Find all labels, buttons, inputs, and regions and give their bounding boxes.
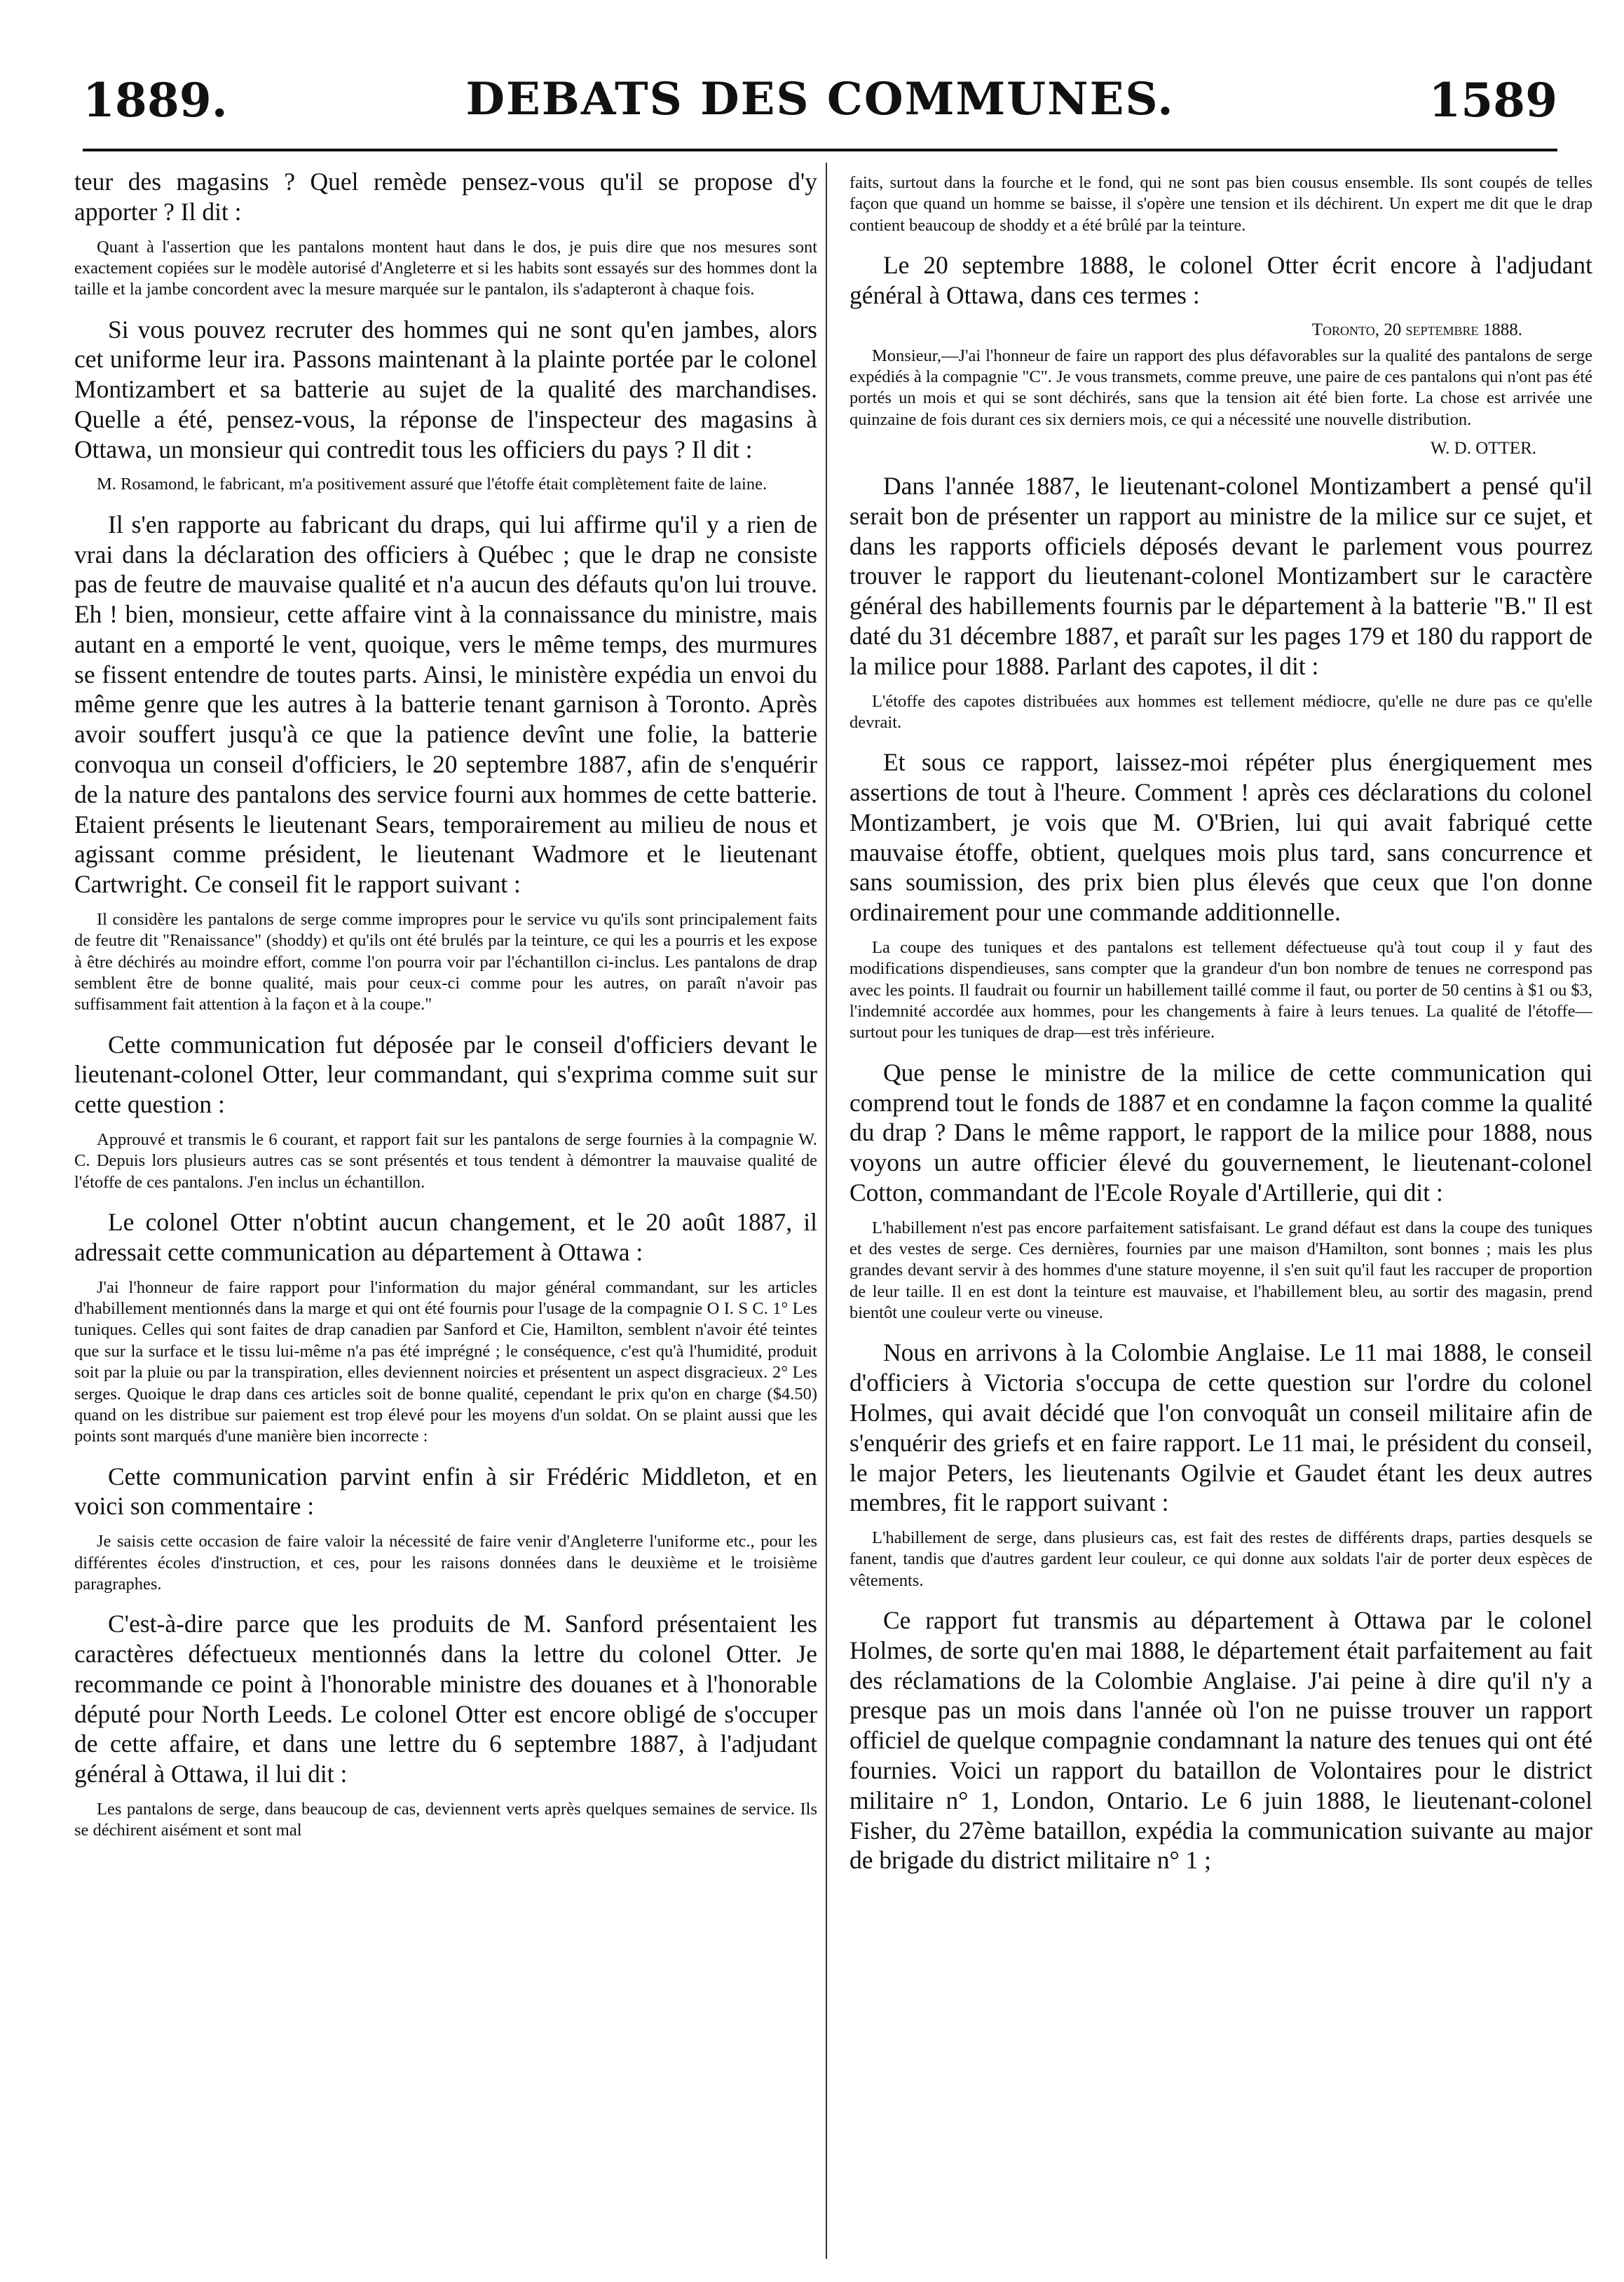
header-rule — [83, 149, 1557, 151]
paragraph: Le colonel Otter n'obtint aucun changement, et le 20 août 1887, il adressait cette communication au département à Ottawa : — [74, 1208, 817, 1266]
quoted-excerpt: Je saisis cette occasion de faire valoir la nécessité de faire venir d'Angleterre l'uniforme etc., pour les différentes écoles d'instruction, et ces, pour les raisons données dans le deuxième et le troisième paragraphes. — [74, 1532, 817, 1594]
quoted-excerpt: Monsieur,—J'ai l'honneur de faire un rapport des plus défavorables sur la qualité des pantalons de serge expédiés à la compagnie "C". Je vous transmets, comme preuve, une paire de ces pantalons qui n'ont pas été portés un mois et qui se sont déchirés, sans que la tension ait été bien forte. La chose est arrivée une quinzaine de fois durant ces six derniers mois, ce qui a nécessité une nouvelle distribution. — [849, 346, 1592, 429]
paragraph: Nous en arrivons à la Colombie Anglaise. Le 11 mai 1888, le conseil d'officiers à Victoria s'occupa de cette question sur l'ordre du colonel Holmes, qui avait décidé que l'on convoquât un conseil militaire afin de s'enquérir des griefs et en faire rapport. Le 11 mai, le président du conseil, le major Peters, les lieutenants Ogilvie et Gaudet étant les deux autres membres, fit le rapport suivant : — [849, 1338, 1592, 1517]
paragraph: Et sous ce rapport, laissez-moi répéter plus énergiquement mes assertions de tout à l'heure. Comment ! après ces déclarations du colonel Montizambert, je vois que M. O'Brien, lui qui avait fabriqué cette mauvaise étoffe, obtient, quelques mois plus tard, sans concurrence et sans soumission, des prix bien plus élevés que ceux que l'on donne ordinairement pour une commande additionnelle. — [849, 748, 1592, 927]
quoted-excerpt: Il considère les pantalons de serge comme impropres pour le service vu qu'ils sont principalement faits de feutre dit "Renaissance" (shoddy) et qu'ils ont été brulés par la teinture, ce qui les a pourris et les expose à être déchirés au moindre effort, comme l'on pourra voir par l'échantillon ci-inclus. Les pantalons de drap semblent être de bonne qualité, mais pour ceux-ci comme pour les autres, on paraît n'avoir pas suffisamment fait attention à la façon et à la coupe." — [74, 909, 817, 1014]
quoted-excerpt: J'ai l'honneur de faire rapport pour l'information du major général commandant, sur les articles d'habillement mentionnés dans la marge et qui ont été fournis pour l'usage de la compagnie O I. S C. 1° Les tuniques. Celles qui sont faites de drap canadien par Sanford et Cie, Hamilton, semblent n'avoir été teintes que sur la surface et le tissu lui-même n'a pas été imprégné ; le conséquence, c'est qu'à l'humidité, produit soit par la pluie ou par la transpiration, elles deviennent noircies et présentent un aspect disgracieux. 2° Les serges. Quoique le drap dans ces articles soit de bonne qualité, cependant le prix qu'on en charge ($4.50) quand on les distribue sur paiement est trop élevé pour les moyens d'un soldat. On se plaint aussi que les points sont marqués d'une manière bien incorrecte : — [74, 1277, 817, 1446]
quoted-excerpt: L'habillement n'est pas encore parfaitement satisfaisant. Le grand défaut est dans la coupe des tuniques et des vestes de serge. Ces dernières, fournies par une maison d'Hamilton, sont bonnes ; mais les plus grandes devant servir à des hommes d'une stature moyenne, il s'en suit qu'il faut les raccuper de proportion de leur taille. Il en est dont la teinture est mauvaise, et l'habillement bleu, au sortir des magasin, prend bientôt une couleur verte ou vineuse. — [849, 1218, 1592, 1323]
quoted-excerpt: M. Rosamond, le fabricant, m'a positivement assuré que l'étoffe était complètement faite de laine. — [97, 475, 767, 494]
right-column — [849, 167, 1592, 2263]
page-year: 1889. — [83, 73, 228, 128]
quoted-excerpt: La coupe des tuniques et des pantalons est tellement défectueuse qu'à tout coup il y faut des modifications dispendieuses, sans compter que la grandeur d'un bon nombre de tenues ne correspond pas avec les points. Il faudrait ou fournir un habillement taillé comme il faut, ou porter de 50 centins à $1 ou $3, l'indemnité accordée aux hommes, pour les changements à faire à leurs tenues. La qualité de l'étoffe—surtout pour les tuniques de drap—est très inférieure. — [849, 937, 1592, 1042]
letter-dateline: Toronto, 20 septembre 1888. — [1311, 320, 1522, 339]
paragraph: Cette communication parvint enfin à sir Frédéric Middleton, et en voici son commentaire : — [74, 1462, 817, 1521]
left-column — [74, 167, 817, 2263]
paragraph: Ce rapport fut transmis au département à Ottawa par le colonel Holmes, de sorte qu'en mai 1888, le département était parfaitement au fait des réclamations de la Colombie Anglaise. J'ai peine à dire qu'il n'y a presque pas un mois dans l'année où l'on ne puisse trouver un rapport officiel de quelque compagnie condamnant la nature des tenues qui ont été fournies. Voici un rapport du bataillon de Volontaires pour le district militaire n° 1, London, Ontario. Le 6 juin 1888, le lieutenant-colonel Fisher, du 27ème bataillon, expédia la communication suivante au major de brigade du district militaire n° 1 ; — [849, 1606, 1592, 1875]
page-number: 1589 — [1428, 73, 1557, 128]
paragraph: Dans l'année 1887, le lieutenant-colonel Montizambert a pensé qu'il serait bon de présenter un rapport au ministre de la milice sur ce sujet, et dans les rapports officiels déposés devant le parlement vous pourrez trouver le rapport du lieutenant-colonel Montizambert sur le caractère général des habillements fournis par le département à la batterie "B." Il est daté du 31 décembre 1887, et paraît sur les pages 179 et 180 du rapport de la milice pour 1888. Parlant des capotes, il dit : — [849, 472, 1592, 680]
column-divider — [826, 163, 827, 2259]
paragraph: Si vous pouvez recruter des hommes qui ne sont qu'en jambes, alors cet uniforme leur ira. Passons maintenant à la plainte portée par le colonel Montizambert et sa batterie au sujet de la qualité des marchandises. Quelle a été, pensez-vous, la réponse de l'inspecteur des magasins à Ottawa, un monsieur qui contredit tous les officiers du pays ? Il dit : — [74, 315, 817, 463]
letter-signature: W. D. OTTER. — [1430, 439, 1536, 459]
running-head — [83, 73, 1557, 140]
paragraph: Il s'en rapporte au fabricant du draps, qui lui affirme qu'il y a rien de vrai dans la déclaration des officiers à Québec ; que le drap ne consiste pas de feutre de mauvaise qualité et n'a aucun des défauts qu'on lui trouve. Eh ! bien, monsieur, cette affaire vint à la connaissance du ministre, mais autant en a emporté le vent, quoique, vers le même temps, des murmures se fissent entendre de toutes parts. Ainsi, le ministère expédia un envoi du même genre que les autres à la batterie tenant garnison à Toronto. Après avoir souffert jusqu'à ce que la patience devînt une folie, la batterie convoqua un conseil d'officiers, le 20 septembre 1887, afin de s'enquérir de la nature des pantalons des service fourni aux hommes de cette batterie. Etaient présents le lieutenant Sears, temporairement au milieu de nous et agissant comme président, le lieutenant Wadmore et le lieutenant Cartwright. Ce conseil fit le rapport suivant : — [74, 510, 817, 899]
paragraph: C'est-à-dire parce que les produits de M. Sanford présentaient les caractères défectueux mentionnés dans la lettre du colonel Otter. Je recommande ce point à l'honorable ministre des douanes et à l'honorable député pour North Leeds. Le colonel Otter est encore obligé de s'occuper de cette affaire, et dans une lettre du 6 septembre 1887, à l'adjudant général à Ottawa, il lui dit : — [74, 1610, 817, 1788]
paragraph: teur des magasins ? Quel remède pensez-vous qu'il se propose d'y apporter ? Il dit : — [74, 168, 817, 226]
quoted-excerpt: faits, surtout dans la fourche et le fond, qui ne sont pas bien cousus ensemble. Ils sont coupés de telles façon que quand un homme se baisse, il s'opère une tension et ils déchirent. Un expert me dit que le drap contient beaucoup de shoddy et a été brûlé par la teinture. — [849, 173, 1592, 235]
paragraph: Le 20 septembre 1888, le colonel Otter écrit encore à l'adjudant général à Ottawa, dans ces termes : — [849, 251, 1592, 309]
quoted-excerpt: Les pantalons de serge, dans beaucoup de cas, deviennent verts après quelques semaines de service. Ils se déchirent aisément et sont mal — [74, 1799, 817, 1840]
publication-title: DEBATS DES COMMUNES. — [465, 73, 1175, 125]
quoted-excerpt: Approuvé et transmis le 6 courant, et rapport fait sur les pantalons de serge fournies à la compagnie W. C. Depuis lors plusieurs autres cas se sont présentés et tous tendent à démontrer la mauvaise qualité de l'étoffe de ces pantalons. J'en inclus un échantillon. — [74, 1129, 817, 1192]
quoted-excerpt: L'habillement de serge, dans plusieurs cas, est fait des restes de différents draps, parties desquels se fanent, tandis que d'autres gardent leur couleur, ce qui donne aux soldats l'air de porter deux espèces de vêtements. — [849, 1528, 1592, 1590]
paragraph: Cette communication fut déposée par le conseil d'officiers devant le lieutenant-colonel Otter, leur commandant, qui s'exprima comme suit sur cette question : — [74, 1030, 817, 1119]
quoted-excerpt: L'étoffe des capotes distribuées aux hommes est tellement médiocre, qu'elle ne dure pas ce qu'elle devrait. — [849, 691, 1592, 732]
paragraph: Que pense le ministre de la milice de cette communication qui comprend tout le fonds de 1887 et en condamne la façon comme la qualité du drap ? Dans le même rapport, le rapport de la milice pour 1888, nous voyons un autre officier élevé du gouvernement, le lieutenant-colonel Cotton, commandant de l'Ecole Royale d'Artillerie, qui dit : — [849, 1058, 1592, 1207]
quoted-excerpt: Quant à l'assertion que les pantalons montent haut dans le dos, je puis dire que nos mesures sont exactement copiées sur le modèle autorisé d'Angleterre et si les habits sont essayés sur des hommes dont la taille et la jambe concordent avec la mesure marquée sur le pantalon, ils s'adapteront à chaque fois. — [74, 237, 817, 299]
